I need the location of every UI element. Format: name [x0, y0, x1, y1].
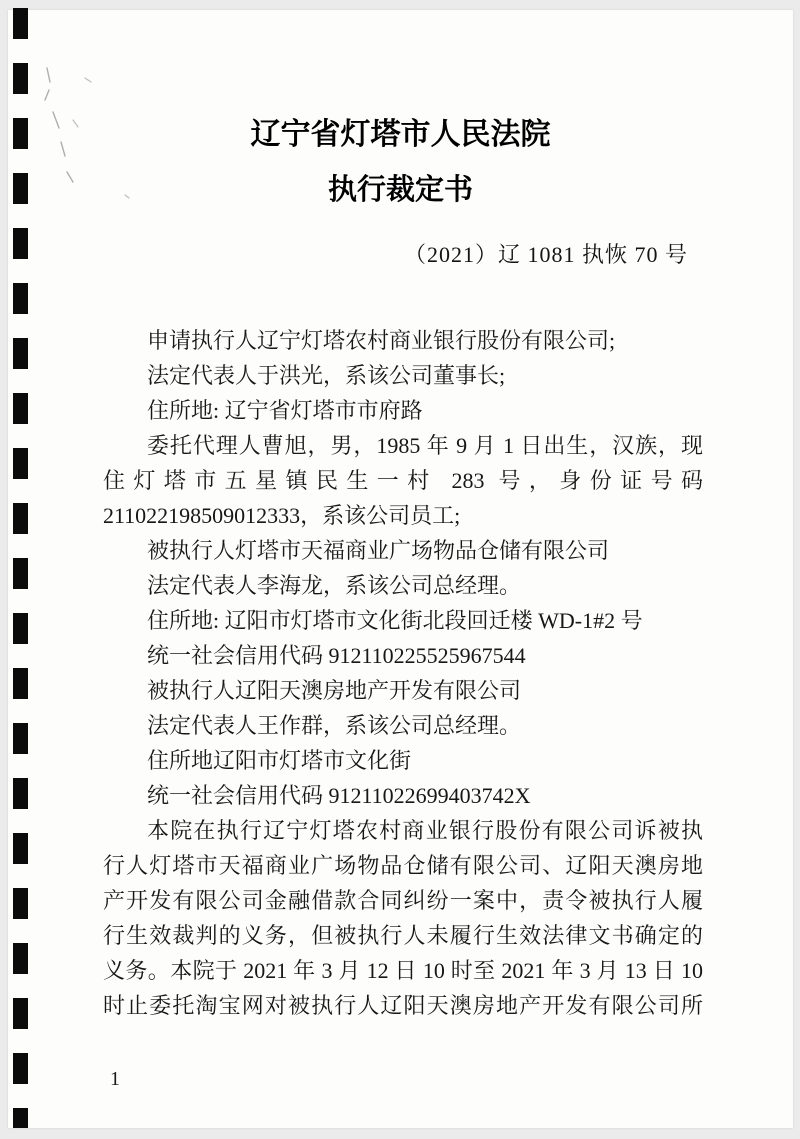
body-line: 211022198509012333，系该公司员工;: [103, 503, 461, 528]
body-line: 义务。本院于 2021 年 3 月 12 日 10 时至 2021 年 3 月 13 日 10: [103, 958, 703, 983]
body-line: 本院在执行辽宁灯塔农村商业银行股份有限公司诉被执: [147, 818, 703, 843]
body-line: 住所地: 辽宁省灯塔市市府路: [147, 398, 423, 423]
body-line: 行生效裁判的义务，但被执行人未履行生效法律文书确定的: [103, 923, 703, 948]
body-line: 住所地辽阳市灯塔市文化街: [147, 748, 412, 773]
body-line: 法定代表人于洪光，系该公司董事长;: [147, 363, 506, 388]
document-page: [8, 10, 793, 1128]
page-number: 1: [110, 1068, 120, 1090]
body-line: 法定代表人李海龙，系该公司总经理。: [147, 573, 522, 598]
case-number: （2021）辽 1081 执恢 70 号: [403, 242, 688, 267]
court-name-title: 辽宁省灯塔市人民法院: [250, 118, 551, 151]
body-line: 产开发有限公司金融借款合同纠纷一案中，责令被执行人履: [103, 888, 703, 913]
body-line: 行人灯塔市天福商业广场物品仓储有限公司、辽阳天澳房地: [103, 853, 703, 878]
body-line: 被执行人辽阳天澳房地产开发有限公司: [147, 678, 522, 703]
body-line: 统一社会信用代码 91211022699403742X: [147, 783, 531, 808]
body-line: 被执行人灯塔市天福商业广场物品仓储有限公司: [147, 538, 610, 563]
body-line: 统一社会信用代码 912110225525967544: [147, 643, 526, 668]
pencil-marks-icon: [33, 50, 173, 270]
body-line: 住所地: 辽阳市灯塔市文化街北段回迁楼 WD-1#2 号: [147, 608, 643, 633]
body-line: 时止委托淘宝网对被执行人辽阳天澳房地产开发有限公司所: [103, 993, 703, 1018]
body-line: 住灯塔市五星镇民生一村 283 号，身份证号码: [103, 468, 703, 493]
body-line: 委托代理人曹旭，男，1985 年 9 月 1 日出生，汉族，现: [147, 433, 703, 458]
document-body: [103, 323, 703, 1023]
body-line: 法定代表人王作群，系该公司总经理。: [147, 713, 522, 738]
body-line: 申请执行人辽宁灯塔农村商业银行股份有限公司;: [147, 328, 616, 353]
document-type-title: 执行裁定书: [327, 174, 473, 206]
